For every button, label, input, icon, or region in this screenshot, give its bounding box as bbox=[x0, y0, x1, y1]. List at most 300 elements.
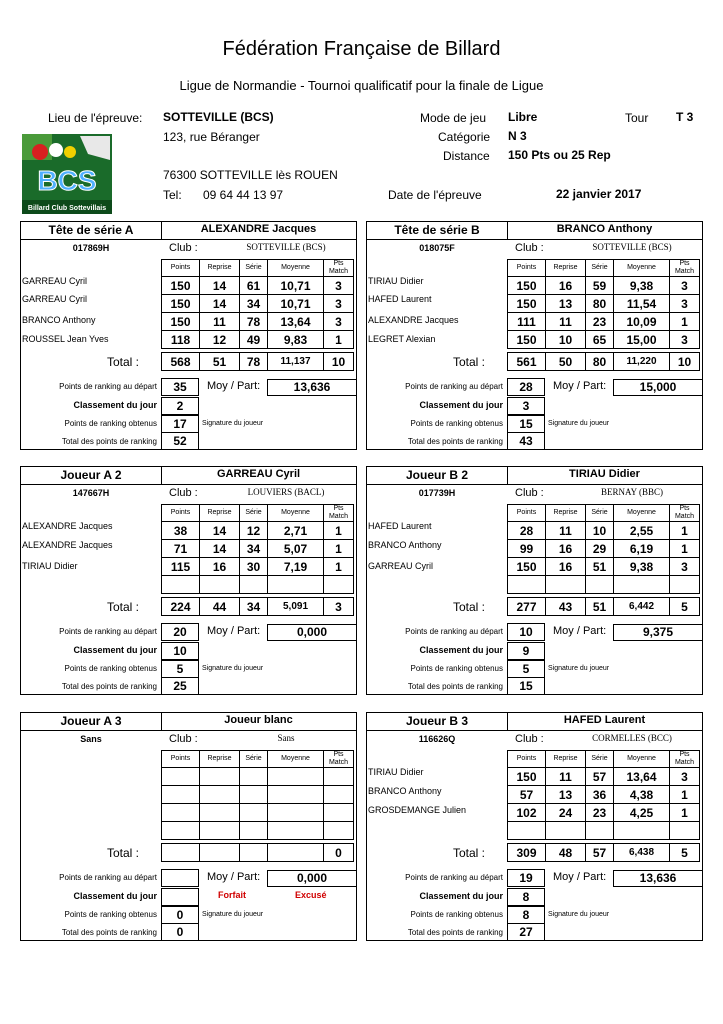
logo-text: BCS bbox=[37, 165, 97, 196]
club-label: Club : bbox=[169, 487, 198, 499]
col-reprise: Reprise bbox=[546, 505, 586, 522]
totals-row bbox=[507, 597, 700, 616]
cell-reprise bbox=[200, 768, 240, 786]
cell-points: 150 bbox=[508, 331, 546, 349]
cell-moyenne: 7,19 bbox=[268, 558, 324, 576]
cell-pts-match: 1 bbox=[670, 313, 700, 331]
cell-serie: 80 bbox=[586, 295, 614, 313]
cell-serie: 51 bbox=[586, 558, 614, 576]
table-row bbox=[162, 295, 354, 313]
moy-part-label: Moy / Part: bbox=[207, 871, 261, 883]
cell-points bbox=[162, 786, 200, 804]
total-reprise: 48 bbox=[546, 844, 586, 862]
player-role: Joueur B 3 bbox=[367, 713, 508, 730]
cell-reprise bbox=[546, 822, 586, 840]
total-pts-match: 5 bbox=[670, 844, 700, 862]
player-panel bbox=[366, 712, 703, 941]
rank-start-value: 10 bbox=[507, 623, 545, 641]
distance-value: 150 Pts ou 25 Rep bbox=[508, 148, 611, 162]
classement-label: Classement du jour bbox=[419, 891, 503, 901]
opponent-name: GARREAU Cyril bbox=[368, 561, 434, 571]
total-moyenne: 5,091 bbox=[268, 598, 324, 616]
cell-pts-match bbox=[324, 768, 354, 786]
address-line-1: 123, rue Béranger bbox=[163, 130, 260, 144]
cell-reprise: 12 bbox=[200, 331, 240, 349]
cell-moyenne: 15,00 bbox=[614, 331, 670, 349]
total-reprise: 50 bbox=[546, 353, 586, 371]
cell-moyenne: 9,38 bbox=[614, 558, 670, 576]
cell-points bbox=[508, 822, 546, 840]
panel-header bbox=[21, 222, 356, 240]
panel-header bbox=[21, 713, 356, 731]
cell-pts-match: 1 bbox=[324, 558, 354, 576]
player-name: Joueur blanc bbox=[224, 714, 293, 726]
col-points: Points bbox=[162, 505, 200, 522]
table-header-row bbox=[162, 260, 354, 277]
rank-total-value: 15 bbox=[507, 677, 545, 695]
opponent-name: ALEXANDRE Jacques bbox=[22, 521, 113, 531]
rank-start-label: Points de ranking au départ bbox=[59, 873, 157, 882]
panel-header bbox=[367, 713, 702, 731]
opponent-name: GARREAU Cyril bbox=[22, 294, 88, 304]
total-label: Total : bbox=[453, 846, 486, 860]
player-name: GARREAU Cyril bbox=[216, 468, 301, 480]
opponent-name: GROSDEMANGE Julien bbox=[368, 805, 467, 815]
total-reprise: 44 bbox=[200, 598, 240, 616]
cell-serie: 49 bbox=[240, 331, 268, 349]
cell-points: 150 bbox=[508, 295, 546, 313]
cell-moyenne bbox=[614, 576, 670, 594]
cell-reprise: 11 bbox=[200, 313, 240, 331]
total-points: 224 bbox=[162, 598, 200, 616]
cell-moyenne: 10,71 bbox=[268, 295, 324, 313]
table-row bbox=[508, 786, 700, 804]
opponent-name: ALEXANDRE Jacques bbox=[368, 315, 459, 325]
player-licence: 018075F bbox=[419, 243, 455, 253]
opponent-name: LEGRET Alexian bbox=[368, 334, 436, 344]
moy-part-value: 0,000 bbox=[267, 870, 357, 887]
total-pts-match: 0 bbox=[324, 844, 354, 862]
player-name: BRANCO Anthony bbox=[556, 223, 653, 235]
rank-start-label: Points de ranking au départ bbox=[59, 382, 157, 391]
classement-label: Classement du jour bbox=[73, 891, 157, 901]
rank-obtained-label: Points de ranking obtenus bbox=[410, 419, 503, 428]
cell-reprise: 14 bbox=[200, 277, 240, 295]
cell-pts-match bbox=[670, 822, 700, 840]
cell-points bbox=[162, 804, 200, 822]
player-licence: 017739H bbox=[418, 488, 456, 498]
cell-points: 57 bbox=[508, 786, 546, 804]
col-reprise: Reprise bbox=[200, 260, 240, 277]
cell-reprise bbox=[200, 822, 240, 840]
table-header-row bbox=[162, 505, 354, 522]
table-header-row bbox=[508, 260, 700, 277]
table-row bbox=[162, 804, 354, 822]
date-label: Date de l'épreuve bbox=[388, 188, 482, 202]
cell-serie: 59 bbox=[586, 277, 614, 295]
moy-part-value: 9,375 bbox=[613, 624, 703, 641]
table-row bbox=[508, 540, 700, 558]
cell-moyenne: 4,25 bbox=[614, 804, 670, 822]
lieu-label: Lieu de l'épreuve: bbox=[48, 111, 143, 125]
moy-part-label: Moy / Part: bbox=[207, 380, 261, 392]
moy-part-label: Moy / Part: bbox=[553, 871, 607, 883]
date-value: 22 janvier 2017 bbox=[556, 187, 642, 201]
cell-serie: 23 bbox=[586, 804, 614, 822]
cell-moyenne bbox=[268, 822, 324, 840]
table-row bbox=[508, 804, 700, 822]
classement-value bbox=[161, 888, 199, 906]
club-label: Club : bbox=[169, 242, 198, 254]
opponent-name: TIRIAU Didier bbox=[22, 561, 78, 571]
tel-label: Tel: bbox=[163, 188, 182, 202]
total-moyenne bbox=[268, 844, 324, 862]
totals-row bbox=[507, 352, 700, 371]
cell-reprise: 14 bbox=[200, 540, 240, 558]
table-header-row bbox=[508, 751, 700, 768]
opponent-name: BRANCO Anthony bbox=[368, 540, 442, 550]
total-label: Total : bbox=[453, 600, 486, 614]
cell-serie: 36 bbox=[586, 786, 614, 804]
cell-pts-match: 1 bbox=[670, 522, 700, 540]
cell-serie: 29 bbox=[586, 540, 614, 558]
cell-reprise bbox=[200, 576, 240, 594]
total-reprise: 43 bbox=[546, 598, 586, 616]
cell-points: 150 bbox=[162, 313, 200, 331]
col-moyenne: Moyenne bbox=[614, 751, 670, 768]
totals-row bbox=[507, 843, 700, 862]
player-role: Joueur B 2 bbox=[367, 467, 508, 484]
player-role: Joueur A 3 bbox=[21, 713, 162, 730]
results-table bbox=[507, 259, 700, 349]
cell-points: 38 bbox=[162, 522, 200, 540]
classement-label: Classement du jour bbox=[419, 400, 503, 410]
col-pts-match: Pts Match bbox=[670, 505, 700, 522]
categorie-label: Catégorie bbox=[438, 130, 491, 144]
col-moyenne: Moyenne bbox=[614, 260, 670, 277]
total-label: Total : bbox=[107, 846, 140, 860]
tour-label: Tour bbox=[625, 111, 649, 125]
panel-header bbox=[21, 467, 356, 485]
cell-reprise bbox=[200, 804, 240, 822]
cell-pts-match: 1 bbox=[670, 540, 700, 558]
totals-row bbox=[161, 843, 354, 862]
signature-label: Signature du joueur bbox=[548, 665, 610, 672]
table-row bbox=[508, 522, 700, 540]
rank-obtained-label: Points de ranking obtenus bbox=[64, 419, 157, 428]
results-table bbox=[161, 750, 354, 840]
rank-start-label: Points de ranking au départ bbox=[59, 627, 157, 636]
col-serie: Série bbox=[240, 505, 268, 522]
total-pts-match: 5 bbox=[670, 598, 700, 616]
rank-obtained-value: 5 bbox=[507, 660, 545, 678]
table-row bbox=[162, 558, 354, 576]
club-name: LOUVIERS (BACL) bbox=[247, 487, 325, 497]
opponent-name: GARREAU Cyril bbox=[22, 276, 88, 286]
cell-points: 28 bbox=[508, 522, 546, 540]
total-label: Total : bbox=[453, 355, 486, 369]
table-header-row bbox=[162, 751, 354, 768]
player-role: Joueur A 2 bbox=[21, 467, 162, 484]
total-points: 568 bbox=[162, 353, 200, 371]
cell-moyenne bbox=[614, 822, 670, 840]
cell-reprise: 16 bbox=[200, 558, 240, 576]
cell-points: 111 bbox=[508, 313, 546, 331]
col-moyenne: Moyenne bbox=[614, 505, 670, 522]
cell-serie bbox=[586, 822, 614, 840]
table-row bbox=[162, 331, 354, 349]
opponent-name: TIRIAU Didier bbox=[368, 767, 424, 777]
player-panel bbox=[366, 466, 703, 695]
cell-moyenne: 11,54 bbox=[614, 295, 670, 313]
club-logo bbox=[22, 134, 112, 214]
rank-total-label: Total des points de ranking bbox=[61, 682, 157, 691]
cell-moyenne bbox=[268, 804, 324, 822]
panel-header bbox=[367, 222, 702, 240]
rank-start-value: 19 bbox=[507, 869, 545, 887]
player-name: ALEXANDRE Jacques bbox=[200, 223, 317, 235]
table-row bbox=[162, 540, 354, 558]
cell-serie: 12 bbox=[240, 522, 268, 540]
totals-row bbox=[161, 352, 354, 371]
table-row bbox=[508, 576, 700, 594]
total-serie bbox=[240, 844, 268, 862]
cell-pts-match: 1 bbox=[670, 786, 700, 804]
total-reprise bbox=[200, 844, 240, 862]
mode-label: Mode de jeu bbox=[420, 111, 487, 125]
player-name: TIRIAU Didier bbox=[569, 468, 640, 480]
table-row bbox=[508, 331, 700, 349]
opponent-name: HAFED Laurent bbox=[368, 521, 432, 531]
col-pts-match: Pts Match bbox=[670, 751, 700, 768]
cell-serie bbox=[586, 576, 614, 594]
signature-label: Signature du joueur bbox=[202, 665, 264, 672]
table-row bbox=[162, 522, 354, 540]
cell-serie: 34 bbox=[240, 540, 268, 558]
col-serie: Série bbox=[240, 751, 268, 768]
logo-caption: Billard Club Sottevillais bbox=[27, 205, 107, 212]
cell-serie: 34 bbox=[240, 295, 268, 313]
moy-part-value: 13,636 bbox=[613, 870, 703, 887]
tour-value: T 3 bbox=[676, 110, 694, 124]
signature-label: Signature du joueur bbox=[548, 911, 610, 918]
club-name: BERNAY (BBC) bbox=[600, 487, 664, 497]
rank-obtained-value: 8 bbox=[507, 906, 545, 924]
address-line-2: 76300 SOTTEVILLE lès ROUEN bbox=[163, 168, 338, 182]
table-row bbox=[508, 277, 700, 295]
results-table bbox=[161, 504, 354, 594]
cell-moyenne bbox=[268, 576, 324, 594]
rank-total-value: 27 bbox=[507, 923, 545, 941]
moy-part-value: 15,000 bbox=[613, 379, 703, 396]
total-moyenne: 11,220 bbox=[614, 353, 670, 371]
cell-points bbox=[508, 576, 546, 594]
classement-value: 8 bbox=[507, 888, 545, 906]
cell-reprise: 16 bbox=[546, 277, 586, 295]
rank-obtained-label: Points de ranking obtenus bbox=[410, 664, 503, 673]
cell-moyenne: 2,55 bbox=[614, 522, 670, 540]
cell-points: 150 bbox=[162, 295, 200, 313]
classement-label: Classement du jour bbox=[419, 645, 503, 655]
rank-total-value: 43 bbox=[507, 432, 545, 450]
cell-serie: 61 bbox=[240, 277, 268, 295]
results-table bbox=[161, 259, 354, 349]
cell-moyenne: 6,19 bbox=[614, 540, 670, 558]
rank-obtained-value: 5 bbox=[161, 660, 199, 678]
cell-serie bbox=[240, 576, 268, 594]
club-name: SOTTEVILLE (BCS) bbox=[246, 242, 326, 252]
rank-obtained-value: 17 bbox=[161, 415, 199, 433]
cell-serie bbox=[240, 822, 268, 840]
cell-moyenne bbox=[268, 768, 324, 786]
page-title: Fédération Française de Billard bbox=[222, 38, 501, 60]
player-licence: 147667H bbox=[72, 488, 110, 498]
cell-serie: 65 bbox=[586, 331, 614, 349]
cell-points bbox=[162, 768, 200, 786]
table-row bbox=[162, 786, 354, 804]
opponent-name: HAFED Laurent bbox=[368, 294, 432, 304]
classement-value: 9 bbox=[507, 642, 545, 660]
cell-pts-match: 3 bbox=[670, 331, 700, 349]
cell-moyenne bbox=[268, 786, 324, 804]
col-reprise: Reprise bbox=[200, 505, 240, 522]
tel-value: 09 64 44 13 97 bbox=[203, 188, 284, 202]
cell-reprise: 10 bbox=[546, 331, 586, 349]
cell-pts-match: 1 bbox=[670, 804, 700, 822]
table-row bbox=[508, 313, 700, 331]
categorie-value: N 3 bbox=[508, 129, 527, 143]
col-points: Points bbox=[508, 260, 546, 277]
total-pts-match: 10 bbox=[324, 353, 354, 371]
cell-points: 71 bbox=[162, 540, 200, 558]
cell-pts-match: 1 bbox=[324, 540, 354, 558]
page-subtitle: Ligue de Normandie - Tournoi qualificatif pour la finale de Ligue bbox=[179, 78, 544, 93]
rank-total-label: Total des points de ranking bbox=[61, 928, 157, 937]
cell-pts-match: 3 bbox=[324, 295, 354, 313]
table-row bbox=[508, 768, 700, 786]
cell-moyenne: 9,83 bbox=[268, 331, 324, 349]
rank-total-value: 25 bbox=[161, 677, 199, 695]
cell-moyenne: 9,38 bbox=[614, 277, 670, 295]
classement-value: 10 bbox=[161, 642, 199, 660]
moy-part-value: 13,636 bbox=[267, 379, 357, 396]
cell-points: 118 bbox=[162, 331, 200, 349]
col-points: Points bbox=[508, 751, 546, 768]
panel-header bbox=[367, 467, 702, 485]
cell-reprise: 11 bbox=[546, 522, 586, 540]
total-moyenne: 6,438 bbox=[614, 844, 670, 862]
col-points: Points bbox=[162, 260, 200, 277]
moy-part-label: Moy / Part: bbox=[207, 625, 261, 637]
rank-obtained-value: 15 bbox=[507, 415, 545, 433]
cell-pts-match: 3 bbox=[324, 277, 354, 295]
cell-reprise: 14 bbox=[200, 522, 240, 540]
col-serie: Série bbox=[586, 751, 614, 768]
cell-pts-match: 3 bbox=[670, 277, 700, 295]
opponent-name: ALEXANDRE Jacques bbox=[22, 540, 113, 550]
club-label: Club : bbox=[169, 733, 198, 745]
col-pts-match: Pts Match bbox=[324, 505, 354, 522]
table-row bbox=[162, 768, 354, 786]
club-label: Club : bbox=[515, 487, 544, 499]
cell-points: 102 bbox=[508, 804, 546, 822]
col-moyenne: Moyenne bbox=[268, 260, 324, 277]
moy-part-label: Moy / Part: bbox=[553, 380, 607, 392]
cell-serie: 57 bbox=[586, 768, 614, 786]
player-panel bbox=[20, 466, 357, 695]
signature-label: Signature du joueur bbox=[548, 420, 610, 427]
total-points: 277 bbox=[508, 598, 546, 616]
col-serie: Série bbox=[586, 505, 614, 522]
col-pts-match: Pts Match bbox=[670, 260, 700, 277]
club-name: Sans bbox=[277, 733, 295, 743]
cell-moyenne: 10,09 bbox=[614, 313, 670, 331]
cell-moyenne: 13,64 bbox=[614, 768, 670, 786]
moy-part-value: 0,000 bbox=[267, 624, 357, 641]
results-table bbox=[507, 750, 700, 840]
cell-pts-match bbox=[670, 576, 700, 594]
cell-points bbox=[162, 576, 200, 594]
excuse-label: Excusé bbox=[295, 890, 327, 900]
total-reprise: 51 bbox=[200, 353, 240, 371]
table-row bbox=[162, 277, 354, 295]
cell-reprise: 13 bbox=[546, 786, 586, 804]
opponent-name: ROUSSEL Jean Yves bbox=[22, 334, 109, 344]
col-serie: Série bbox=[586, 260, 614, 277]
cell-reprise: 24 bbox=[546, 804, 586, 822]
signature-label: Signature du joueur bbox=[202, 420, 264, 427]
cell-serie: 30 bbox=[240, 558, 268, 576]
cell-pts-match: 3 bbox=[670, 295, 700, 313]
total-points: 561 bbox=[508, 353, 546, 371]
rank-obtained-label: Points de ranking obtenus bbox=[410, 910, 503, 919]
cell-reprise: 13 bbox=[546, 295, 586, 313]
total-pts-match: 10 bbox=[670, 353, 700, 371]
lieu-value: SOTTEVILLE (BCS) bbox=[163, 110, 274, 124]
classement-label: Classement du jour bbox=[73, 645, 157, 655]
player-licence: 017869H bbox=[72, 243, 110, 253]
classement-value: 3 bbox=[507, 397, 545, 415]
classement-value: 2 bbox=[161, 397, 199, 415]
cell-reprise bbox=[546, 576, 586, 594]
table-header-row bbox=[508, 505, 700, 522]
total-points: 309 bbox=[508, 844, 546, 862]
rank-total-label: Total des points de ranking bbox=[61, 437, 157, 446]
cell-moyenne: 5,07 bbox=[268, 540, 324, 558]
cell-points: 150 bbox=[508, 768, 546, 786]
table-row bbox=[508, 295, 700, 313]
rank-total-value: 52 bbox=[161, 432, 199, 450]
col-points: Points bbox=[508, 505, 546, 522]
cell-serie bbox=[240, 768, 268, 786]
moy-part-label: Moy / Part: bbox=[553, 625, 607, 637]
rank-obtained-label: Points de ranking obtenus bbox=[64, 664, 157, 673]
cell-pts-match bbox=[324, 576, 354, 594]
rank-start-value: 35 bbox=[161, 378, 199, 396]
cell-points: 115 bbox=[162, 558, 200, 576]
forfait-label: Forfait bbox=[218, 890, 246, 900]
cell-points bbox=[162, 822, 200, 840]
player-panel bbox=[20, 221, 357, 450]
col-serie: Série bbox=[240, 260, 268, 277]
cell-serie: 23 bbox=[586, 313, 614, 331]
cell-reprise: 16 bbox=[546, 558, 586, 576]
classement-label: Classement du jour bbox=[73, 400, 157, 410]
total-serie: 34 bbox=[240, 598, 268, 616]
player-panel bbox=[366, 221, 703, 450]
total-serie: 57 bbox=[586, 844, 614, 862]
col-moyenne: Moyenne bbox=[268, 751, 324, 768]
